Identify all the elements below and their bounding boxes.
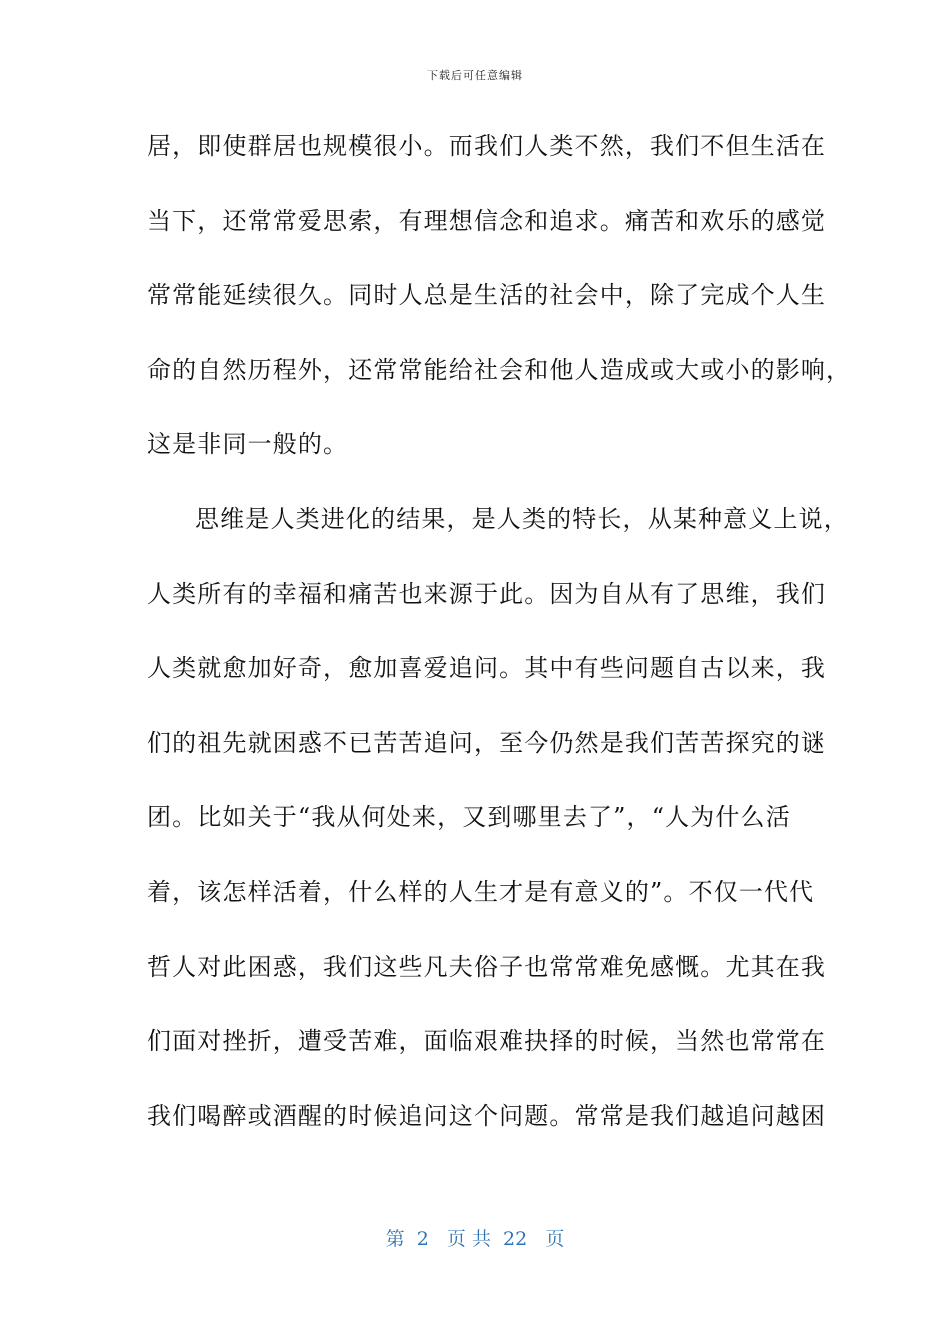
page-header-note: 下载后可任意编辑 <box>427 69 523 82</box>
text-line: 着，该怎样活着，什么样的人生才是有意义的”。不仅一代代 <box>147 877 815 906</box>
document-body <box>147 120 852 1164</box>
text-line: 常常能延续很久。同时人总是生活的社会中，除了完成个人生 <box>147 281 827 310</box>
text-line: 我们喝醉或酒醒的时候追问这个问题。常常是我们越追问越困 <box>147 1101 827 1130</box>
text-line: 人类所有的幸福和痛苦也来源于此。因为自从有了思维，我们 <box>147 579 827 608</box>
page-number-footer: 第 2 页 共 22 页 <box>385 1228 565 1250</box>
text-line: 团。比如关于“我从何处来，又到哪里去了”，“人为什么活 <box>147 803 791 832</box>
text-line: 哲人对此困惑，我们这些凡夫俗子也常常难免感慨。尤其在我 <box>147 952 827 981</box>
text-line: 们面对挫折，遭受苦难，面临艰难抉择的时候，当然也常常在 <box>147 1027 827 1056</box>
paragraph <box>147 120 852 493</box>
text-line: 人类就愈加好奇，愈加喜爱追问。其中有些问题自古以来，我 <box>147 654 827 683</box>
paragraph <box>147 493 849 1164</box>
text-line: 这是非同一般的。 <box>147 430 349 459</box>
text-line: 居，即使群居也规模很小。而我们人类不然，我们不但生活在 <box>147 132 827 160</box>
text-line: 命的自然历程外，还常常能给社会和他人造成或大或小的影响， <box>147 355 852 384</box>
text-line: 思维是人类进化的结果，是人类的特长，从某种意义上说， <box>195 504 849 533</box>
text-line: 们的祖先就困惑不已苦苦追问，至今仍然是我们苦苦探究的谜 <box>147 728 827 757</box>
text-line: 当下，还常常爱思索，有理想信念和追求。痛苦和欢乐的感觉 <box>147 206 827 235</box>
